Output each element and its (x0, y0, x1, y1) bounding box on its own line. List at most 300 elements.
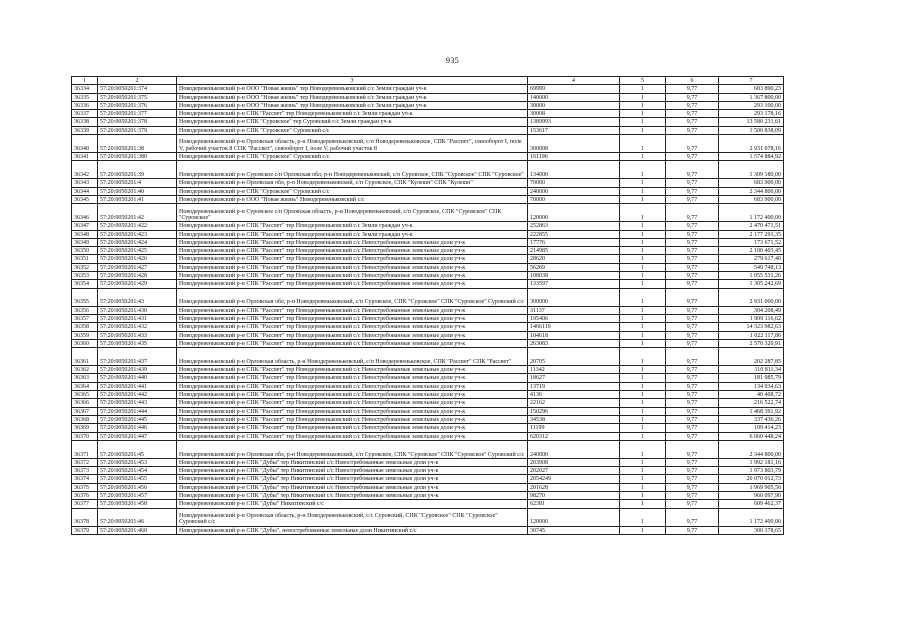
rate-cell: 9,77 (666, 339, 719, 347)
cadastral-number-cell: 57:20:0050201:423 (98, 230, 177, 238)
column-header: 7 (719, 77, 784, 85)
row-number-cell: 36345 (72, 195, 98, 203)
cadastral-number-cell: 57:20:0050201:40 (98, 187, 177, 195)
location-description-cell: Новодеревеньковский р-н СПК "Рассвет" тер Новодеревеньковский с/с Невостребованные земельные доли уч-к (177, 263, 528, 271)
table-row (72, 374, 784, 382)
location-description-cell: Новодеревеньковский р-н СПК "Рассвет" тер Новодеревеньковский с/с Невостребованные земельные доли уч-к (177, 432, 528, 440)
table-row (72, 366, 784, 374)
cadastral-number-cell: 57:20:0050201:379 (98, 126, 177, 134)
table-row (72, 85, 784, 93)
cadastral-number-cell: 57:20:0050201:440 (98, 374, 177, 382)
cadastral-value-cell: 293 100,00 (719, 101, 784, 109)
rate-cell: 9,77 (666, 391, 719, 399)
page-number: 935 (446, 56, 459, 65)
row-number-cell: 36365 (72, 391, 98, 399)
area-cell: 31137 (528, 306, 620, 314)
row-number-cell: 36340 (72, 135, 98, 153)
rate-cell: 9,77 (666, 263, 719, 271)
cadastral-number-cell: 57:20:0050201:426 (98, 255, 177, 263)
table-row (72, 126, 784, 134)
rate-cell: 9,77 (666, 204, 719, 222)
table-row (72, 339, 784, 347)
row-number-cell: 36344 (72, 187, 98, 195)
location-description-cell: Новодеревеньковский р-н СПК "Рассвет" тер Новодеревеньковский с/с Невостребованные земельные доли уч-к (177, 314, 528, 322)
table-row (72, 247, 784, 255)
location-description-cell: Новодеревеньковский р-н СПК "Рассвет" тер Новодеревеньковский с/с Невостребованные земельные доли уч-к (177, 366, 528, 374)
cadastral-number-cell: 57:20:0050201:443 (98, 399, 177, 407)
location-description-cell: Новодеревеньковский р-н ООО "Новая жизнь" тер Новодеревеньковский с/с Земли граждан уч-к (177, 93, 528, 101)
row-number-cell: 36352 (72, 263, 98, 271)
cadastral-number-cell: 57:20:0050201:4 (98, 179, 177, 187)
rate-cell: 9,77 (666, 101, 719, 109)
cadastral-value-cell: 960 097,90 (719, 491, 784, 499)
location-description-cell: Новодеревеньковский р-н СПК "Дубы" тер Никитинский с/с Невостребованные земельные доли уч-к (177, 483, 528, 491)
location-description-cell: Новодеревеньковский р-н СПК "Рассвет" тер Новодеревеньковский с/с Невостребованные земельные доли уч-к (177, 339, 528, 347)
location-description-cell: Новодеревеньковский р-н СПК "Дубы" тер Никитинский с/с Невостребованные земельные доли уч-к (177, 491, 528, 499)
count-cell: 1 (620, 366, 666, 374)
table-row (72, 483, 784, 491)
rate-cell: 9,77 (666, 348, 719, 366)
area-cell: 240000 (528, 187, 620, 195)
cadastral-value-cell: 279 617,40 (719, 255, 784, 263)
row-number-cell: 36361 (72, 348, 98, 366)
cadastral-value-cell: 300 378,65 (719, 526, 784, 534)
cadastral-value-cell: 683 900,00 (719, 195, 784, 203)
area-cell: 70000 (528, 195, 620, 203)
location-description-cell: Новодеревеньковский р-н Орловская область, р-н Новодеревеньковский, с/п Новодеревеньковское, СПК "Рассвет" СПК "Рассвет" (177, 348, 528, 366)
row-number-cell: 36346 (72, 204, 98, 222)
cadastral-value-cell: 683 900,00 (719, 179, 784, 187)
cadastral-value-cell: 337 436,26 (719, 415, 784, 423)
cadastral-value-cell: 1 309 180,00 (719, 161, 784, 179)
cadastral-value-cell: 40 408,72 (719, 391, 784, 399)
area-cell: 203908 (528, 458, 620, 466)
rate-cell: 9,77 (666, 483, 719, 491)
cadastral-value-cell: 20 070 012,73 (719, 475, 784, 483)
location-description-cell: Новодеревеньковский р-н Орловская область, р-н Новодеревеньковский, с/п Новодеревеньковское, СПК "Рассвет", севооборот I, поле V, рабочий участок 8 СПК "Рассвет", севооборот I, поле V, рабочий участок 8 (177, 135, 528, 153)
count-cell: 1 (620, 331, 666, 339)
rate-cell: 9,77 (666, 382, 719, 390)
cadastral-number-cell: 57:20:0050201:439 (98, 366, 177, 374)
count-cell: 1 (620, 204, 666, 222)
area-cell: 214985 (528, 247, 620, 255)
row-number-cell: 36354 (72, 280, 98, 288)
cadastral-value-cell: 1 305 242,69 (719, 280, 784, 288)
rate-cell: 9,77 (666, 288, 719, 306)
cadastral-number-cell: 57:20:0050201:444 (98, 407, 177, 415)
cadastral-number-cell: 57:20:0050201:458 (98, 500, 177, 508)
rate-cell: 9,77 (666, 153, 719, 161)
area-cell: 30008 (528, 110, 620, 118)
count-cell: 1 (620, 118, 666, 126)
cadastral-value-cell: 134 034,63 (719, 382, 784, 390)
cadastral-number-cell: 57:20:0050201:433 (98, 331, 177, 339)
cadastral-number-cell: 57:20:0050201:43 (98, 288, 177, 306)
rate-cell: 9,77 (666, 195, 719, 203)
rate-cell: 9,77 (666, 440, 719, 458)
table-row (72, 230, 784, 238)
cadastral-number-cell: 57:20:0050201:446 (98, 424, 177, 432)
cadastral-number-cell: 57:20:0050201:432 (98, 323, 177, 331)
area-cell: 34538 (528, 415, 620, 423)
cadastral-number-cell: 57:20:0050201:457 (98, 491, 177, 499)
location-description-cell: Новодеревеньковский р-н СПК "Суровское" Суровский с/с (177, 187, 528, 195)
cadastral-value-cell: 1 992 181,16 (719, 458, 784, 466)
table-row (72, 399, 784, 407)
count-cell: 1 (620, 126, 666, 134)
rate-cell: 9,77 (666, 366, 719, 374)
row-number-cell: 36364 (72, 382, 98, 390)
cadastral-number-cell: 57:20:0050201:435 (98, 339, 177, 347)
cadastral-number-cell: 57:20:0050201:453 (98, 458, 177, 466)
column-header: 3 (177, 77, 528, 85)
cadastral-value-cell: 110 811,34 (719, 366, 784, 374)
row-number-cell: 36342 (72, 161, 98, 179)
row-number-cell: 36372 (72, 458, 98, 466)
cadastral-value-cell: 2 344 800,00 (719, 187, 784, 195)
cadastral-value-cell: 2 931 078,16 (719, 135, 784, 153)
table-row (72, 222, 784, 230)
cadastral-value-cell: 1 367 800,00 (719, 93, 784, 101)
cadastral-value-cell: 1 909 116,62 (719, 314, 784, 322)
cadastral-value-cell: 1 022 117,86 (719, 331, 784, 339)
count-cell: 1 (620, 458, 666, 466)
cadastral-value-cell: 109 414,23 (719, 424, 784, 432)
count-cell: 1 (620, 238, 666, 246)
rate-cell: 9,77 (666, 331, 719, 339)
cadastral-value-cell: 1 500 838,09 (719, 126, 784, 134)
table-row (72, 440, 784, 458)
cadastral-value-cell: 2 344 800,00 (719, 440, 784, 458)
row-number-cell: 36356 (72, 306, 98, 314)
location-description-cell: Новодеревеньковский р-н СПК "Рассвет" тер Новодеревеньковский с/с Невостребованные земельные доли уч-к (177, 374, 528, 382)
rate-cell: 9,77 (666, 374, 719, 382)
rate-cell: 9,77 (666, 306, 719, 314)
cadastral-value-cell: 202 287,85 (719, 348, 784, 366)
table-row (72, 331, 784, 339)
count-cell: 1 (620, 440, 666, 458)
count-cell: 1 (620, 306, 666, 314)
table-row (72, 187, 784, 195)
location-description-cell: Новодеревеньковский р-н Орловская обл, р-н Новодеревеньковский, с/п Суровское, СПК "Суровское" СПК "Суровское" Суровский с/с (177, 440, 528, 458)
table-row (72, 323, 784, 331)
column-header: 4 (528, 77, 620, 85)
area-cell: 13719 (528, 382, 620, 390)
count-cell: 1 (620, 153, 666, 161)
location-description-cell: Новодеревеньковский р-н ООО "Новая жизнь" Новодеревеньковский с/с (177, 195, 528, 203)
row-number-cell: 36351 (72, 255, 98, 263)
area-cell: 240000 (528, 440, 620, 458)
table-row (72, 500, 784, 508)
cadastral-value-cell: 13 580 231,61 (719, 118, 784, 126)
cadastral-number-cell: 57:20:0050201:454 (98, 467, 177, 475)
location-description-cell: Новодеревеньковский р-н СПК "Рассвет" тер Новодеревеньковский с/с Невостребованные земельные доли уч-к (177, 399, 528, 407)
cadastral-number-cell: 57:20:0050201:429 (98, 280, 177, 288)
count-cell: 1 (620, 508, 666, 526)
rate-cell: 9,77 (666, 93, 719, 101)
area-cell: 11342 (528, 366, 620, 374)
row-number-cell: 36350 (72, 247, 98, 255)
cadastral-value-cell: 1 172 400,00 (719, 204, 784, 222)
cadastral-number-cell: 57:20:0050201:456 (98, 483, 177, 491)
rate-cell: 9,77 (666, 323, 719, 331)
cadastral-number-cell: 57:20:0050201:441 (98, 382, 177, 390)
table-row (72, 195, 784, 203)
cadastral-number-cell: 57:20:0050201:445 (98, 415, 177, 423)
rate-cell: 9,77 (666, 407, 719, 415)
location-description-cell: Новодеревеньковский р-н СПК "Рассвет" тер Новодеревеньковский с/с Невостребованные земельные доли уч-к (177, 331, 528, 339)
cadastral-number-cell: 57:20:0050201:377 (98, 110, 177, 118)
area-cell: 263083 (528, 339, 620, 347)
row-number-cell: 36348 (72, 230, 98, 238)
area-cell: 300000 (528, 288, 620, 306)
cadastral-number-cell: 57:20:0050201:427 (98, 263, 177, 271)
area-cell: 133597 (528, 280, 620, 288)
location-description-cell: Новодеревеньковский р-н СПК "Рассвет" тер Новодеревеньковский с/с Невостребованные земельные доли уч-к (177, 323, 528, 331)
cadastral-number-cell: 57:20:0050201:380 (98, 153, 177, 161)
count-cell: 1 (620, 93, 666, 101)
rate-cell: 9,77 (666, 118, 719, 126)
location-description-cell: Новодеревеньковский р-н ООО "Новая жизнь" тер Новодеревеньковский с/с Земли граждан уч-к (177, 85, 528, 93)
location-description-cell: Новодеревеньковский р-н СПК "Рассвет" тер Новодеревеньковский с/с Земли граждан уч-к (177, 222, 528, 230)
count-cell: 1 (620, 85, 666, 93)
cadastral-number-cell: 57:20:0050201:455 (98, 475, 177, 483)
cadastral-value-cell: 216 522,74 (719, 399, 784, 407)
table-row (72, 348, 784, 366)
rate-cell: 9,77 (666, 415, 719, 423)
cadastral-number-cell: 57:20:0050201:376 (98, 101, 177, 109)
location-description-cell: Новодеревеньковский р-н СПК "Рассвет" тер Новодеревеньковский с/с Невостребованные земельные доли уч-к (177, 407, 528, 415)
area-cell: 161196 (528, 153, 620, 161)
area-cell: 69999 (528, 85, 620, 93)
area-cell: 18627 (528, 374, 620, 382)
count-cell: 1 (620, 187, 666, 195)
count-cell: 1 (620, 526, 666, 534)
row-number-cell: 36363 (72, 374, 98, 382)
cadastral-number-cell: 57:20:0050201:424 (98, 238, 177, 246)
land-registry-table (71, 76, 784, 535)
location-description-cell: Новодеревеньковский р-н Суровское с/п Орловская область, р-н Новодеревеньковский, с/п Суровское, СПК "Суровское" СПК "Суровское" (177, 204, 528, 222)
table-row (72, 382, 784, 390)
row-number-cell: 36375 (72, 483, 98, 491)
area-cell: 202027 (528, 467, 620, 475)
rate-cell: 9,77 (666, 126, 719, 134)
row-number-cell: 36341 (72, 153, 98, 161)
location-description-cell: Новодеревеньковский р-н СПК "Рассвет" тер Новодеревеньковский с/с Невостребованные земельные доли уч-к (177, 238, 528, 246)
cadastral-value-cell: 1 468 391,92 (719, 407, 784, 415)
count-cell: 1 (620, 288, 666, 306)
location-description-cell: Новодеревеньковский р-н СПК "Рассвет" тер Новодеревеньковский с/с Невостребованные земельные доли уч-к (177, 255, 528, 263)
table-row (72, 391, 784, 399)
count-cell: 1 (620, 255, 666, 263)
location-description-cell: Новодеревеньковский р-н СПК "Дубы" Никитинский с/с (177, 500, 528, 508)
table-row (72, 458, 784, 466)
rate-cell: 9,77 (666, 238, 719, 246)
table-row (72, 272, 784, 280)
cadastral-value-cell: 1 172 400,00 (719, 508, 784, 526)
cadastral-value-cell: 2 931 000,00 (719, 288, 784, 306)
table-row (72, 255, 784, 263)
location-description-cell: Новодеревеньковский р-н СПК "Дубы", невостребованные земельные доли Никитинский с/с (177, 526, 528, 534)
table-body (72, 85, 784, 535)
count-cell: 1 (620, 179, 666, 187)
row-number-cell: 36379 (72, 526, 98, 534)
row-number-cell: 36359 (72, 331, 98, 339)
cadastral-number-cell: 57:20:0050201:374 (98, 85, 177, 93)
row-number-cell: 36369 (72, 424, 98, 432)
area-cell: 2054249 (528, 475, 620, 483)
area-cell: 620312 (528, 432, 620, 440)
row-number-cell: 36337 (72, 110, 98, 118)
area-cell: 252863 (528, 222, 620, 230)
count-cell: 1 (620, 247, 666, 255)
cadastral-number-cell: 57:20:0050201:425 (98, 247, 177, 255)
area-cell: 108038 (528, 272, 620, 280)
area-cell: 201628 (528, 483, 620, 491)
location-description-cell: Новодеревеньковский р-н Орловская обл, р-н Новодеревеньковский, с/п Суровское, СПК "Кулешн" СПК "Кулешн" (177, 179, 528, 187)
count-cell: 1 (620, 195, 666, 203)
cadastral-value-cell: 1 574 884,92 (719, 153, 784, 161)
cadastral-number-cell: 57:20:0050201:430 (98, 306, 177, 314)
cadastral-value-cell: 6 060 448,24 (719, 432, 784, 440)
row-number-cell: 36335 (72, 93, 98, 101)
count-cell: 1 (620, 374, 666, 382)
count-cell: 1 (620, 424, 666, 432)
cadastral-value-cell: 2 470 471,51 (719, 222, 784, 230)
rate-cell: 9,77 (666, 222, 719, 230)
table-row (72, 93, 784, 101)
count-cell: 1 (620, 467, 666, 475)
area-cell: 4136 (528, 391, 620, 399)
location-description-cell: Новодеревеньковский р-н СПК "Рассвет" тер Новодеревеньковский с/с Земли граждан уч-к (177, 230, 528, 238)
area-cell: 134000 (528, 161, 620, 179)
table-row (72, 467, 784, 475)
table-row (72, 508, 784, 526)
row-number-cell: 36367 (72, 407, 98, 415)
count-cell: 1 (620, 230, 666, 238)
row-number-cell: 36343 (72, 179, 98, 187)
row-number-cell: 36353 (72, 272, 98, 280)
table-row (72, 118, 784, 126)
row-number-cell: 36347 (72, 222, 98, 230)
count-cell: 1 (620, 272, 666, 280)
cadastral-value-cell: 2 177 293,35 (719, 230, 784, 238)
count-cell: 1 (620, 323, 666, 331)
cadastral-number-cell: 57:20:0050201:442 (98, 391, 177, 399)
table-row (72, 424, 784, 432)
cadastral-number-cell: 57:20:0050201:428 (98, 272, 177, 280)
rate-cell: 9,77 (666, 424, 719, 432)
row-number-cell: 36334 (72, 85, 98, 93)
table-row (72, 407, 784, 415)
row-number-cell: 36376 (72, 491, 98, 499)
rate-cell: 9,77 (666, 467, 719, 475)
cadastral-value-cell: 2 570 320,91 (719, 339, 784, 347)
location-description-cell: Новодеревеньковский р-н СПК "Рассвет" тер Новодеревеньковский с/с Невостребованные земельные доли уч-к (177, 424, 528, 432)
count-cell: 1 (620, 391, 666, 399)
column-header: 5 (620, 77, 666, 85)
cadastral-number-cell: 57:20:0050201:39 (98, 161, 177, 179)
count-cell: 1 (620, 475, 666, 483)
cadastral-value-cell: 14 323 982,63 (719, 323, 784, 331)
location-description-cell: Новодеревеньковский р-н СПК "Рассвет" тер Новодеревеньковский с/с Земли граждан уч-к (177, 110, 528, 118)
cadastral-number-cell: 57:20:0050201:41 (98, 195, 177, 203)
cadastral-number-cell: 57:20:0050201:46 (98, 508, 177, 526)
rate-cell: 9,77 (666, 526, 719, 534)
count-cell: 1 (620, 339, 666, 347)
count-cell: 1 (620, 348, 666, 366)
location-description-cell: Новодеревеньковский р-н Орловская обл, р-н Новодеревеньковский, с/п Суровское, СПК "Суровское" СПК "Суровское" Суровский с/с (177, 288, 528, 306)
count-cell: 1 (620, 483, 666, 491)
cadastral-number-cell: 57:20:0050201:45 (98, 440, 177, 458)
table-row (72, 475, 784, 483)
rate-cell: 9,77 (666, 85, 719, 93)
table-row (72, 415, 784, 423)
cadastral-value-cell: 304 208,49 (719, 306, 784, 314)
rate-cell: 9,77 (666, 458, 719, 466)
area-cell: 104618 (528, 331, 620, 339)
location-description-cell: Новодеревеньковский р-н СПК "Рассвет" тер Новодеревеньковский с/с Невостребованные земельные доли уч-к (177, 247, 528, 255)
rate-cell: 9,77 (666, 432, 719, 440)
rate-cell: 9,77 (666, 314, 719, 322)
count-cell: 1 (620, 161, 666, 179)
table-row (72, 153, 784, 161)
cadastral-value-cell: 609 462,37 (719, 500, 784, 508)
area-cell: 30745 (528, 526, 620, 534)
area-cell: 62381 (528, 500, 620, 508)
location-description-cell: Новодеревеньковский р-н СПК "Дубы" тер Никитинский с/с Невостребованные земельные доли уч-к (177, 467, 528, 475)
area-cell: 17776 (528, 238, 620, 246)
row-number-cell: 36336 (72, 101, 98, 109)
cadastral-value-cell: 683 890,23 (719, 85, 784, 93)
table-header-row (72, 77, 784, 85)
area-cell: 222855 (528, 230, 620, 238)
area-cell: 120000 (528, 204, 620, 222)
area-cell: 140000 (528, 93, 620, 101)
count-cell: 1 (620, 415, 666, 423)
location-description-cell: Новодеревеньковский р-н СПК "Рассвет" тер Новодеревеньковский с/с Невостребованные земельные доли уч-к (177, 306, 528, 314)
area-cell: 150296 (528, 407, 620, 415)
area-cell: 20705 (528, 348, 620, 366)
row-number-cell: 36349 (72, 238, 98, 246)
count-cell: 1 (620, 500, 666, 508)
rate-cell: 9,77 (666, 110, 719, 118)
cadastral-number-cell: 57:20:0050201:447 (98, 432, 177, 440)
table-row (72, 101, 784, 109)
cadastral-number-cell: 57:20:0050201:375 (98, 93, 177, 101)
location-description-cell: Новодеревеньковский р-н СПК "Рассвет" тер Новодеревеньковский с/с Невостребованные земельные доли уч-к (177, 382, 528, 390)
cadastral-number-cell: 57:20:0050201:422 (98, 222, 177, 230)
rate-cell: 9,77 (666, 399, 719, 407)
table-row (72, 432, 784, 440)
table-row (72, 526, 784, 534)
area-cell: 70000 (528, 179, 620, 187)
rate-cell: 9,77 (666, 491, 719, 499)
column-header: 6 (666, 77, 719, 85)
table-row (72, 161, 784, 179)
count-cell: 1 (620, 382, 666, 390)
cadastral-number-cell: 57:20:0050201:431 (98, 314, 177, 322)
location-description-cell: Новодеревеньковский р-н СПК "Рассвет" тер Новодеревеньковский с/с Невостребованные земельные доли уч-к (177, 415, 528, 423)
table-row (72, 135, 784, 153)
rate-cell: 9,77 (666, 475, 719, 483)
count-cell: 1 (620, 135, 666, 153)
rate-cell: 9,77 (666, 280, 719, 288)
count-cell: 1 (620, 222, 666, 230)
table-row (72, 179, 784, 187)
area-cell: 56269 (528, 263, 620, 271)
location-description-cell: Новодеревеньковский р-н Орловская область, р-н Новодеревеньковский, с/с Суровский, СПК "Суровское" СПК "Суровское" Суровский с/с (177, 508, 528, 526)
